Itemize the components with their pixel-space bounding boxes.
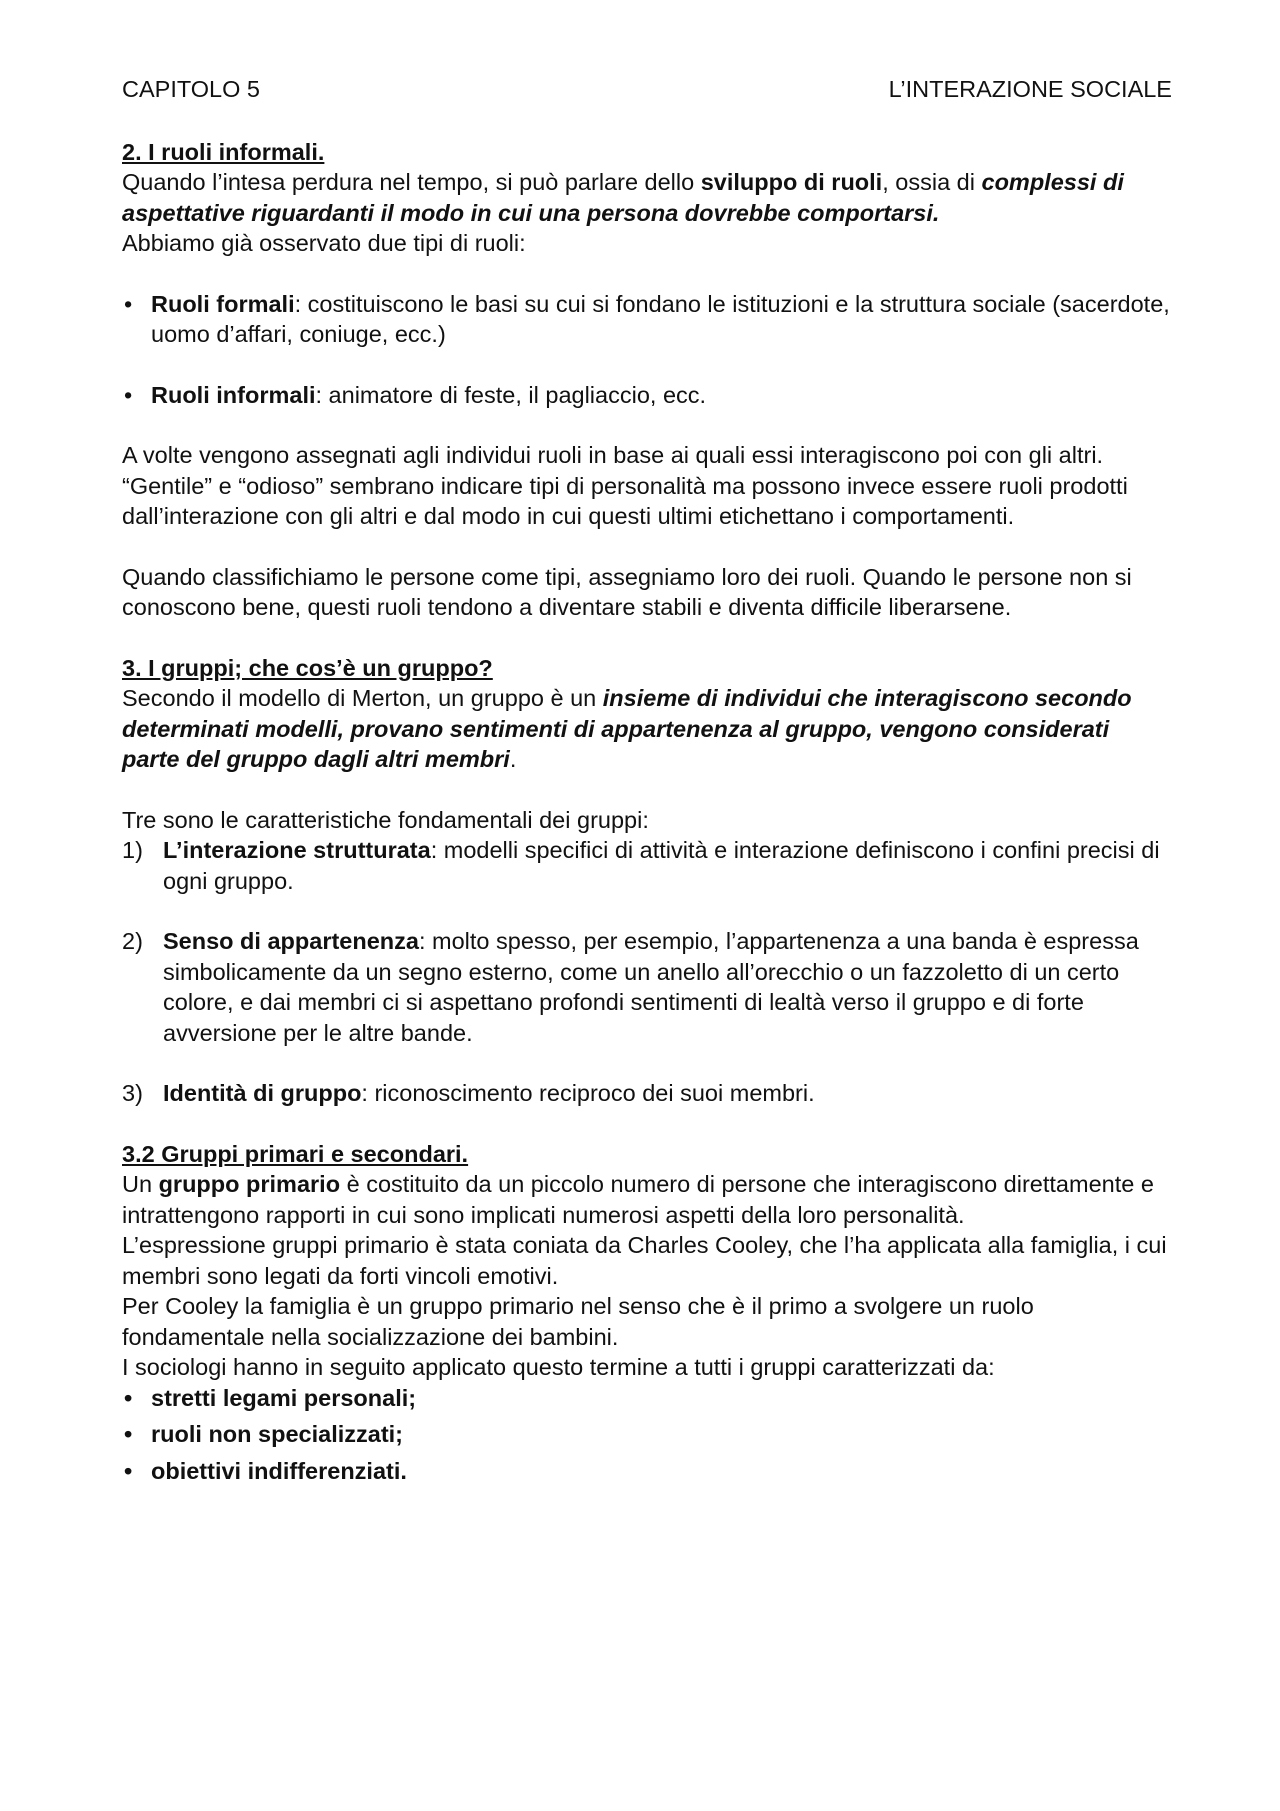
item-number: 3) (122, 1080, 143, 1106)
text: . (509, 746, 517, 772)
list-item: • obiettivi indifferenziati. (122, 1456, 1172, 1487)
bold-term: sviluppo di ruoli (700, 169, 883, 195)
text: : molto spesso, per esempio, l’appartenenza a una banda è espressa simbolicamente da un segno esterno, come un anello all’orecchio o un fazzoletto di un certo colore, e dai membri ci si aspettano profondi sentimenti di lealtà verso il gruppo e di forte avversione per le altre bande. (163, 928, 1139, 1046)
text: Quando l’intesa perdura nel tempo, si può parlare dello (122, 169, 701, 195)
text: : riconoscimento reciproco dei suoi membri. (361, 1080, 815, 1106)
text: è costituito da un piccolo numero di persone che interagiscono direttamente e intrattengono rapporti in cui sono implicati numerosi aspetti della loro personalità. (122, 1171, 1154, 1228)
paragraph: I sociologi hanno in seguito applicato questo termine a tutti i gruppi caratterizzati da: (122, 1354, 995, 1380)
text: , ossia di (882, 169, 982, 195)
paragraph: L’espressione gruppi primario è stata coniata da Charles Cooley, che l’ha applicata alla famiglia, i cui membri sono legati da forti vincoli emotivi. (122, 1232, 1167, 1289)
text: Secondo il modello di Merton, un gruppo è un (122, 685, 603, 711)
text: : costituiscono le basi su cui si fondano le istituzioni e la struttura sociale (sacerdote, uomo d’affari, coniuge, ecc.) (151, 290, 1170, 347)
paragraph: Tre sono le caratteristiche fondamentali dei gruppi: (122, 806, 649, 833)
role-types-list-2 (122, 380, 1172, 411)
bold-italic-text: complessi di aspettative riguardanti il modo in cui una persona dovrebbe comportarsi. (122, 169, 1124, 226)
section-heading-gruppi-primari: 3.2 Gruppi primari e secondari. (122, 1140, 469, 1167)
text: Un (122, 1171, 159, 1197)
text: : modelli specifici di attività e interazione definiscono i confini precisi di ogni gruppo. (163, 837, 1160, 894)
list-item: • stretti legami personali; (122, 1383, 1172, 1414)
paragraph (122, 1169, 1172, 1230)
paragraph (122, 683, 1172, 775)
text: : animatore di feste, il pagliaccio, ecc. (315, 381, 707, 408)
item-number: 1) (122, 837, 143, 863)
paragraph: A volte vengono assegnati agli individui ruoli in base ai quali essi interagiscono poi con gli altri. “Gentile” e “odioso” sembrano indicare tipi di personalità ma possono invece essere ruoli prodotti dall’interazione con gli altri e dal modo in cui questi ultimi etichettano i comportamenti. (122, 442, 1128, 529)
list-item (122, 289, 1172, 350)
paragraph (122, 167, 1172, 228)
page-header (122, 74, 1172, 105)
paragraph: Quando classifichiamo le persone come tipi, assegniamo loro dei ruoli. Quando le persone non si conoscono bene, questi ruoli tendono a diventare stabili e diventa difficile liberarsene. (122, 563, 1132, 620)
section-heading-ruoli-informali: 2. I ruoli informali. (122, 138, 325, 165)
bold-term: L’interazione strutturata (163, 837, 431, 863)
list-item (122, 380, 1172, 411)
primary-group-features-list (122, 1383, 1172, 1487)
paragraph: Abbiamo già osservato due tipi di ruoli: (122, 230, 526, 256)
list-item (122, 1078, 1172, 1109)
bold-term: Ruoli informali (151, 381, 316, 408)
bold-term: gruppo primario (158, 1171, 341, 1197)
item-number: 2) (122, 928, 143, 954)
paragraph: Per Cooley la famiglia è un gruppo primario nel senso che è il primo a svolgere un ruolo fondamentale nella socializzazione dei bambini. (122, 1293, 1034, 1350)
chapter-title: L’INTERAZIONE SOCIALE (888, 76, 1172, 102)
bold-term: Identità di gruppo (163, 1080, 362, 1106)
section-heading-gruppi: 3. I gruppi; che cos’è un gruppo? (122, 654, 493, 681)
bold-italic-text: insieme di individui che interagiscono secondo determinati modelli, provano sentimenti di appartenenza al gruppo, vengono considerati parte del gruppo dagli altri membri (122, 685, 1132, 772)
list-item (122, 926, 1172, 1048)
chapter-label: CAPITOLO 5 (122, 76, 261, 102)
bold-term: Ruoli formali (151, 290, 295, 317)
list-item: • ruoli non specializzati; (122, 1419, 1172, 1450)
group-features-list (122, 835, 1172, 1109)
document-page (122, 74, 1172, 1492)
role-types-list (122, 289, 1172, 350)
list-item (122, 835, 1172, 896)
bold-term: Senso di appartenenza (163, 928, 419, 954)
